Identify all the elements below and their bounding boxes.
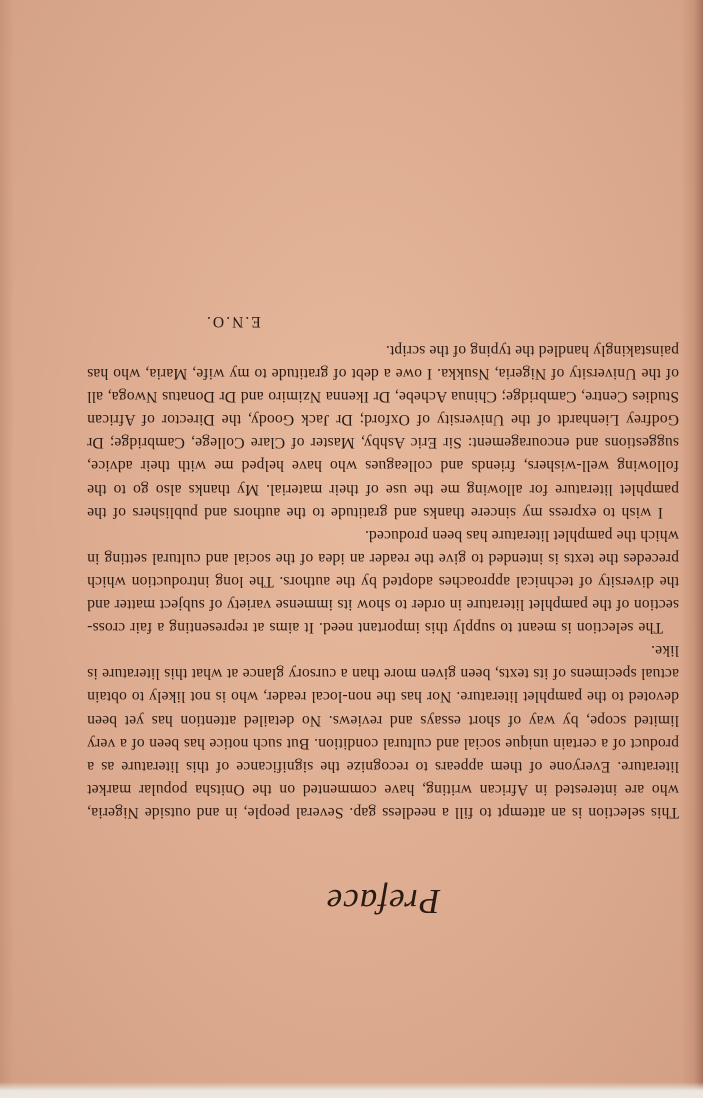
author-initials: E.N.O. [205,312,261,330]
preface-content [87,310,679,921]
preface-title: Preface [325,882,441,921]
preface-paragraph-1: This selection is an attempt to fill a needless gap. Several people, in and outside Nigeria, who are interested in African writing, have commented on the Onitsha popular market literature. Everyone of them appears to recognize the significance of this literature as a product of a certain unique social and cultural condition. But such notice has been of a very limited scope, by way of short essays and reviews. No detailed attention has yet been devoted to the pamphlet literature. Nor has the non-local reader, who is not likely to obtain actual specimens of its texts, been given more than a cursory glance at what this literature is like. [87,642,679,821]
preface-paragraph-2: The selection is meant to supply this important need. It aims at representing a fair cross-section of the pamphlet literature in order to show its immense variety of subject matter and the diversity of technical approaches adopted by the authors. The long introduction which precedes the texts is intended to give the reader an idea of the social and cultural setting in which the pamphlet literature has been produced. [87,526,679,637]
preface-paragraph-3: I wish to express my sincere thanks and gratitude to the authors and publishers of the pamphlet literature for allowing me the use of their material. My thanks also go to the following well-wishers, friends and colleagues who have helped me with their advice, suggestions and encouragement: Sir Eric Ashby, Master of Clare College, Cambridge; Dr Godfrey Lienhardt of the University of Oxford; Dr Jack Goody, the Director of African Studies Centre, Cambridge; Chinua Achebe, Dr Ikenna Nzimiro and Dr Donatus Nwoga, all of the University of Nigeria, Nsukka. I owe a debt of gratitude to my wife, Maria, who has painstakingly handled the typing of the script. [87,342,679,521]
